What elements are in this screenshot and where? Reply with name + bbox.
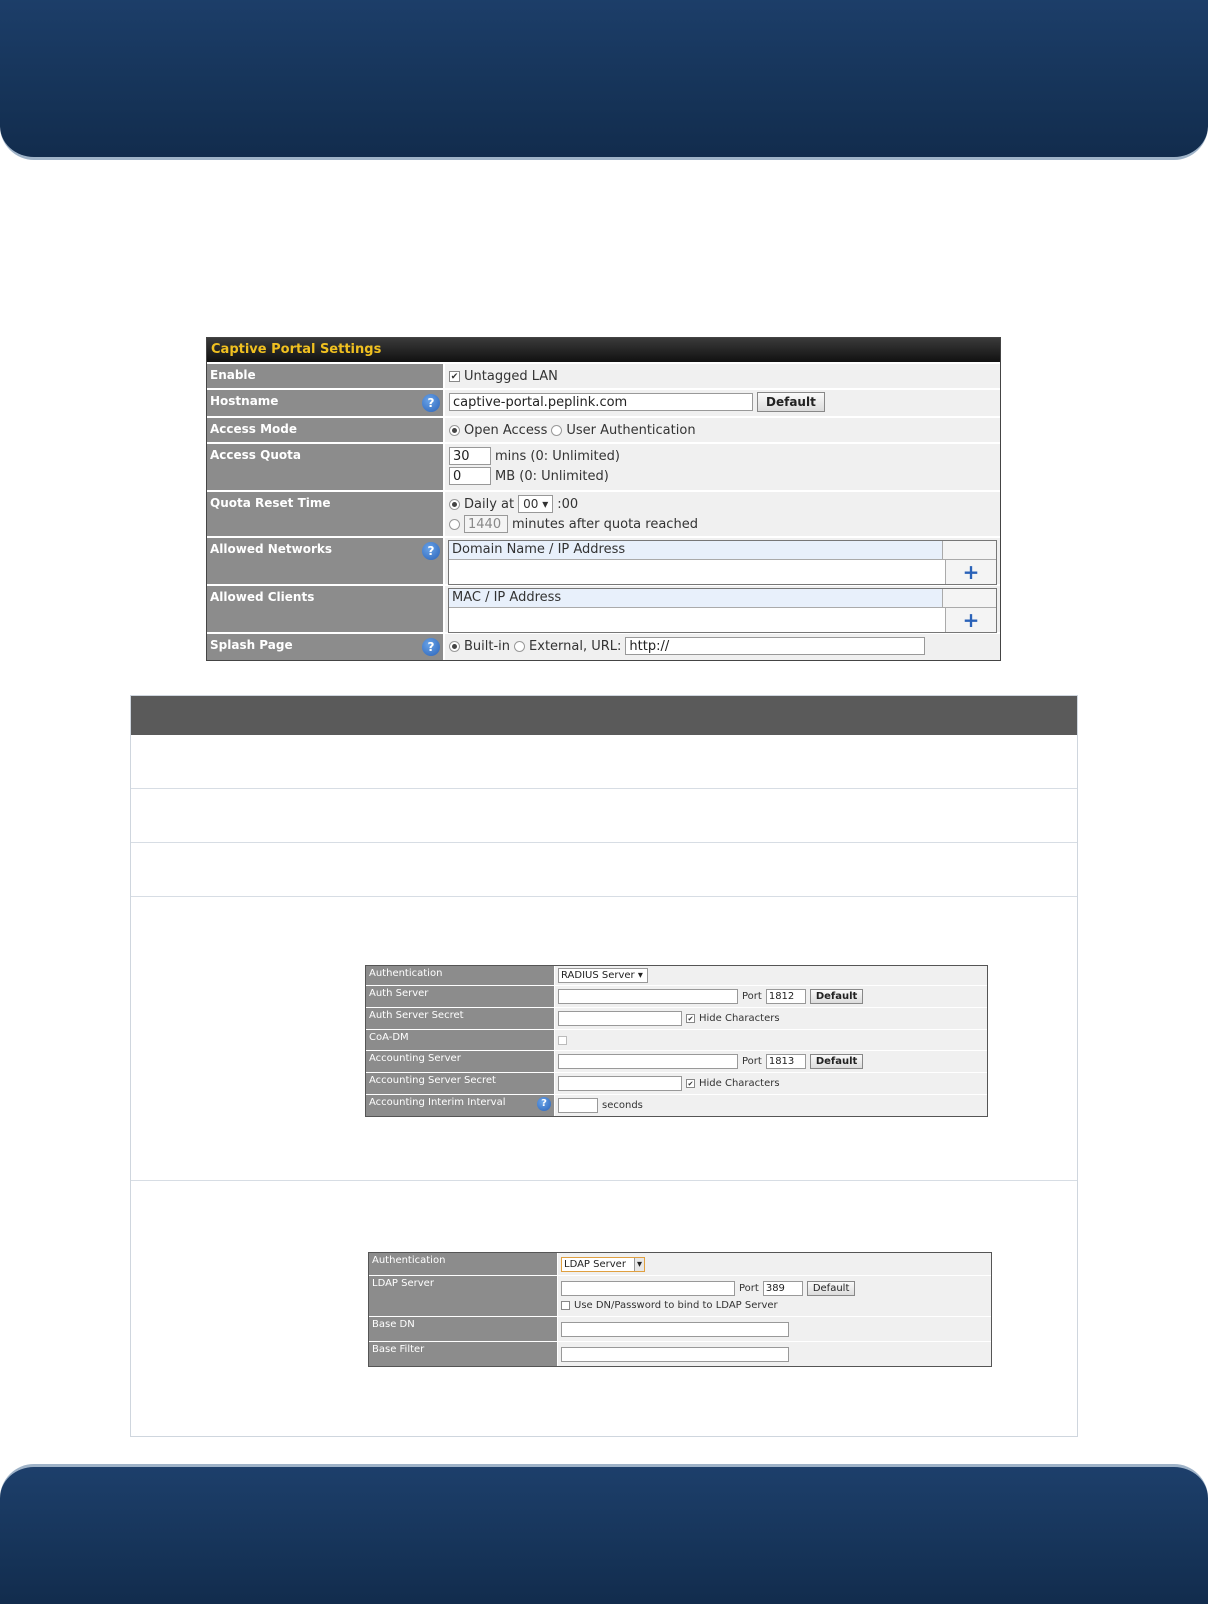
hostname-row (207, 388, 1000, 416)
coa-dm-checkbox[interactable] (558, 1036, 567, 1045)
accounting-server-input[interactable] (558, 1054, 738, 1069)
allowed-clients-column: MAC / IP Address (452, 590, 562, 605)
header-banner (0, 0, 1208, 160)
auth-secret-input[interactable] (558, 1011, 682, 1026)
auth-server-input[interactable] (558, 989, 738, 1004)
authentication-label: Authentication (366, 966, 554, 985)
bind-dn-label: Use DN/Password to bind to LDAP Server (574, 1300, 778, 1311)
auth-secret-label: Auth Server Secret (366, 1008, 554, 1029)
quota-mins-label: mins (0: Unlimited) (495, 448, 620, 464)
chevron-down-icon: ▾ (542, 497, 549, 511)
auth-port-input[interactable]: 1812 (766, 989, 806, 1004)
section-title: Captive Portal Settings (207, 338, 1000, 362)
external-url-input[interactable]: http:// (625, 637, 925, 655)
seconds-label: seconds (602, 1100, 643, 1111)
accounting-port-input[interactable]: 1813 (766, 1054, 806, 1069)
accounting-secret-label: Accounting Server Secret (366, 1073, 554, 1094)
enable-row (207, 362, 1000, 388)
accounting-secret-input[interactable] (558, 1076, 682, 1091)
daily-label: Daily at (464, 496, 515, 512)
base-dn-label: Base DN (369, 1317, 557, 1341)
builtin-radio[interactable] (449, 641, 460, 652)
builtin-label: Built-in (464, 638, 511, 654)
ldap-server-input[interactable] (561, 1281, 735, 1296)
hour-value: 00 (523, 497, 539, 511)
captive-portal-settings (206, 337, 1001, 661)
ldap-settings (368, 1252, 992, 1367)
daily-radio[interactable] (449, 499, 460, 510)
base-filter-label: Base Filter (369, 1342, 557, 1366)
open-access-label: Open Access (464, 422, 548, 438)
interim-interval-input[interactable] (558, 1098, 598, 1113)
help-icon[interactable]: ? (422, 542, 440, 560)
ldap-default-button[interactable]: Default (807, 1281, 856, 1296)
quota-reset-row (207, 490, 1000, 536)
external-label: External, URL: (529, 638, 622, 654)
access-quota-row (207, 442, 1000, 490)
untagged-lan-checkbox[interactable]: ✔ (450, 371, 459, 382)
bind-dn-checkbox[interactable] (561, 1301, 570, 1310)
access-quota-label: Access Quota (207, 444, 443, 490)
allowed-clients-table (448, 588, 997, 633)
chevron-down-icon: ▾ (634, 1258, 644, 1271)
port-label: Port (742, 1056, 762, 1067)
minutes-radio[interactable] (449, 519, 460, 530)
authentication-value: RADIUS Server (561, 970, 635, 981)
ldap-port-input[interactable]: 389 (763, 1281, 803, 1296)
splash-page-row (207, 632, 1000, 660)
quota-mb-input[interactable]: 0 (449, 467, 491, 485)
quota-mins-input[interactable]: 30 (449, 447, 491, 465)
hide-characters-checkbox[interactable]: ✔ (687, 1015, 694, 1023)
base-dn-input[interactable] (561, 1322, 789, 1337)
auth-server-label: Auth Server (366, 986, 554, 1007)
user-auth-label: User Authentication (566, 422, 696, 438)
allowed-networks-column: Domain Name / IP Address (452, 542, 626, 557)
hostname-input[interactable]: captive-portal.peplink.com (449, 393, 753, 411)
radius-settings (365, 965, 988, 1117)
port-label: Port (739, 1283, 759, 1294)
user-auth-radio[interactable] (551, 425, 562, 436)
ldap-server-label: LDAP Server (369, 1276, 557, 1316)
footer-banner (0, 1464, 1208, 1604)
allowed-networks-row (207, 536, 1000, 584)
allowed-clients-label: Allowed Clients (207, 586, 443, 632)
hide-characters-label: Hide Characters (699, 1078, 780, 1089)
coa-dm-label: CoA-DM (366, 1030, 554, 1050)
authentication-value: LDAP Server (564, 1258, 626, 1270)
allowed-networks-table (448, 540, 997, 585)
add-client-icon[interactable]: + (962, 608, 980, 632)
authentication-select[interactable] (558, 968, 648, 983)
auth-default-button[interactable]: Default (810, 989, 864, 1004)
port-label: Port (742, 991, 762, 1002)
table-row (131, 843, 1077, 897)
access-mode-row (207, 416, 1000, 442)
quota-reset-label: Quota Reset Time (207, 492, 443, 536)
hour-suffix: :00 (557, 496, 579, 512)
table-row (131, 789, 1077, 843)
quota-mb-label: MB (0: Unlimited) (495, 468, 609, 484)
hostname-label: Hostname (210, 394, 279, 408)
hide-characters-checkbox[interactable]: ✔ (687, 1080, 694, 1088)
open-access-radio[interactable] (449, 425, 460, 436)
splash-page-label: Splash Page (210, 638, 293, 652)
table-header (131, 696, 1077, 735)
help-icon[interactable]: ? (422, 638, 440, 656)
allowed-networks-label: Allowed Networks (210, 542, 333, 556)
authentication-label: Authentication (369, 1253, 557, 1275)
allowed-clients-row (207, 584, 1000, 632)
access-mode-label: Access Mode (207, 418, 443, 442)
hostname-default-button[interactable]: Default (757, 392, 825, 412)
minutes-label: minutes after quota reached (512, 516, 698, 532)
help-icon[interactable]: ? (422, 394, 440, 412)
help-icon[interactable]: ? (537, 1097, 551, 1111)
interim-interval-label: Accounting Interim Interval (369, 1097, 506, 1108)
table-row (131, 735, 1077, 789)
accounting-server-label: Accounting Server (366, 1051, 554, 1072)
hide-characters-label: Hide Characters (699, 1013, 780, 1024)
hour-select[interactable] (518, 495, 553, 513)
chevron-down-icon: ▾ (637, 970, 643, 981)
base-filter-input[interactable] (561, 1347, 789, 1362)
add-network-icon[interactable]: + (962, 560, 980, 584)
accounting-default-button[interactable]: Default (810, 1054, 864, 1069)
enable-label: Enable (207, 364, 443, 388)
minutes-input[interactable]: 1440 (464, 515, 508, 533)
untagged-lan-label: Untagged LAN (464, 368, 558, 384)
authentication-select[interactable] (561, 1257, 645, 1272)
external-radio[interactable] (514, 641, 525, 652)
